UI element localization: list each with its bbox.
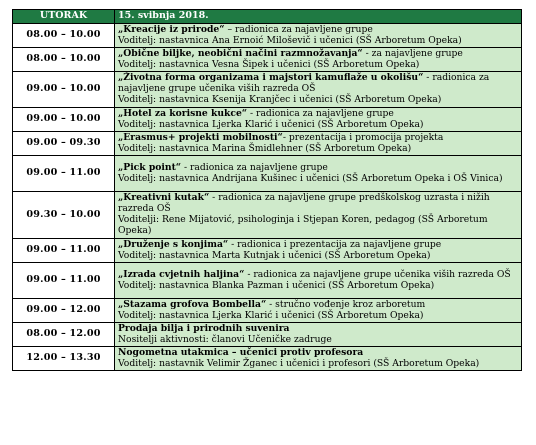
date-header: 15. svibnja 2018. xyxy=(115,10,522,24)
activity-cell xyxy=(115,323,522,347)
activity-cell xyxy=(115,299,522,323)
time-cell: 09.00 – 10.00 xyxy=(13,108,115,132)
table-row xyxy=(13,132,522,156)
time-cell: 08.00 – 10.00 xyxy=(13,48,115,72)
activity-description: - radionica za najavljene grupe xyxy=(247,107,394,119)
activity-description: - prezentacija i promocija projekta xyxy=(282,131,444,143)
activity-title: „Hotel za korisne kukce“ xyxy=(118,107,248,119)
activity-title: „Izrada cvjetnih haljina“ xyxy=(118,268,245,280)
header-row xyxy=(13,10,522,24)
activity-cell xyxy=(115,347,522,371)
time-cell: 09.00 – 11.00 xyxy=(13,263,115,299)
time-cell: 09.00 – 12.00 xyxy=(13,299,115,323)
activity-title: „Druženje s konjima“ xyxy=(118,238,229,250)
activity-description: - radionica za najavljene grupe predškolskog uzrasta i nižih razreda OŠ xyxy=(118,192,490,215)
activity-title: „Stazama grofova Bombella“ xyxy=(118,298,267,310)
activity-leader: Voditelji: Rene Mijatović, psihologinja i Stjepan Koren, pedagog (SŠ Arboretum Opeka) xyxy=(118,214,488,236)
table-row xyxy=(13,156,522,192)
activity-cell xyxy=(115,72,522,108)
table-row xyxy=(13,263,522,299)
time-cell: 12.00 – 13.30 xyxy=(13,347,115,371)
activity-leader: Voditelj: nastavnica Blanka Pazman i učenici (SŠ Arboretum Opeka) xyxy=(118,279,435,291)
table-row xyxy=(13,72,522,108)
activity-leader: Voditelj: nastavnica Marina Šmidlehner (SŠ Arboretum Opeka) xyxy=(118,142,412,154)
activity-description: - radionica za najavljene grupe učenika viših razreda OŠ xyxy=(118,72,490,95)
table-row xyxy=(13,299,522,323)
activity-description: - za najavljene grupe xyxy=(362,47,463,59)
activity-title: „Obične biljke, neobični načini razmnožavanja“ xyxy=(118,47,363,59)
activity-cell xyxy=(115,24,522,48)
activity-title: „Kreacije iz prirode“ xyxy=(118,23,225,35)
time-cell: 09.00 – 10.00 xyxy=(13,72,115,108)
activity-cell xyxy=(115,263,522,299)
activity-leader: Voditelj: nastavnica Ksenija Kranjčec i učenici (SŠ Arboretum Opeka) xyxy=(118,93,442,105)
activity-description: - radionica za najavljene grupe učenika viših razreda OŠ xyxy=(244,268,511,280)
activity-cell xyxy=(115,192,522,239)
activity-cell xyxy=(115,108,522,132)
activity-leader: Voditelj: nastavnica Ljerka Klarić i učenici (SŠ Arboretum Opeka) xyxy=(118,309,424,321)
time-cell: 08.00 – 10.00 xyxy=(13,24,115,48)
activity-title: „Pick point“ xyxy=(118,161,182,173)
table-row xyxy=(13,192,522,239)
time-cell: 08.00 – 12.00 xyxy=(13,323,115,347)
activity-title: „Erasmus+ projekti mobilnosti“ xyxy=(118,131,283,143)
activity-leader: Nositelji aktivnosti: članovi Učeničke zadruge xyxy=(118,333,332,345)
schedule-table xyxy=(12,9,522,371)
activity-cell xyxy=(115,48,522,72)
activity-leader: Voditelj: nastavnica Vesna Šipek i učenici (SŠ Arboretum Opeka) xyxy=(118,58,420,70)
time-cell: 09.30 – 10.00 xyxy=(13,192,115,239)
activity-leader: Voditelj: nastavnica Ana Ernoić Miloševič i učenici (SŠ Arboretum Opeka) xyxy=(118,34,462,46)
table-row xyxy=(13,48,522,72)
table-row xyxy=(13,239,522,263)
activity-cell xyxy=(115,132,522,156)
table-row xyxy=(13,323,522,347)
activity-leader: Voditelj: nastavnica Marta Kutnjak i učenici (SŠ Arboretum Opeka) xyxy=(118,249,431,261)
activity-description: - radionica i prezentacija za najavljene grupe xyxy=(228,238,442,250)
activity-description: – radionica za najavljene grupe xyxy=(224,23,373,35)
time-cell: 09.00 – 09.30 xyxy=(13,132,115,156)
table-row xyxy=(13,24,522,48)
activity-cell xyxy=(115,239,522,263)
activity-description: - radionica za najavljene grupe xyxy=(181,161,328,173)
time-cell: 09.00 – 11.00 xyxy=(13,156,115,192)
activity-description: - stručno vođenje kroz arboretum xyxy=(266,298,426,310)
activity-leader: Voditelj: nastavnica Ljerka Klarić i učenici (SŠ Arboretum Opeka) xyxy=(118,118,424,130)
day-header: UTORAK xyxy=(13,10,115,24)
activity-title: „Životna forma organizama i majstori kamuflaže u okolišu“ xyxy=(118,72,424,84)
activity-leader: Voditelj: nastavnik Velimir Žganec i učenici i profesori (SŠ Arboretum Opeka) xyxy=(118,357,480,369)
time-cell: 09.00 – 11.00 xyxy=(13,239,115,263)
table-row xyxy=(13,347,522,371)
table-row xyxy=(13,108,522,132)
activity-title: Prodaja bilja i prirodnih suvenira xyxy=(118,322,290,334)
activity-cell xyxy=(115,156,522,192)
activity-leader: Voditelj: nastavnica Andrijana Kušinec i učenici (SŠ Arboretum Opeka i OŠ Vinica) xyxy=(118,172,503,184)
activity-title: Nogometna utakmica – učenici protiv profesora xyxy=(118,346,364,358)
activity-title: „Kreativni kutak“ xyxy=(118,192,210,204)
